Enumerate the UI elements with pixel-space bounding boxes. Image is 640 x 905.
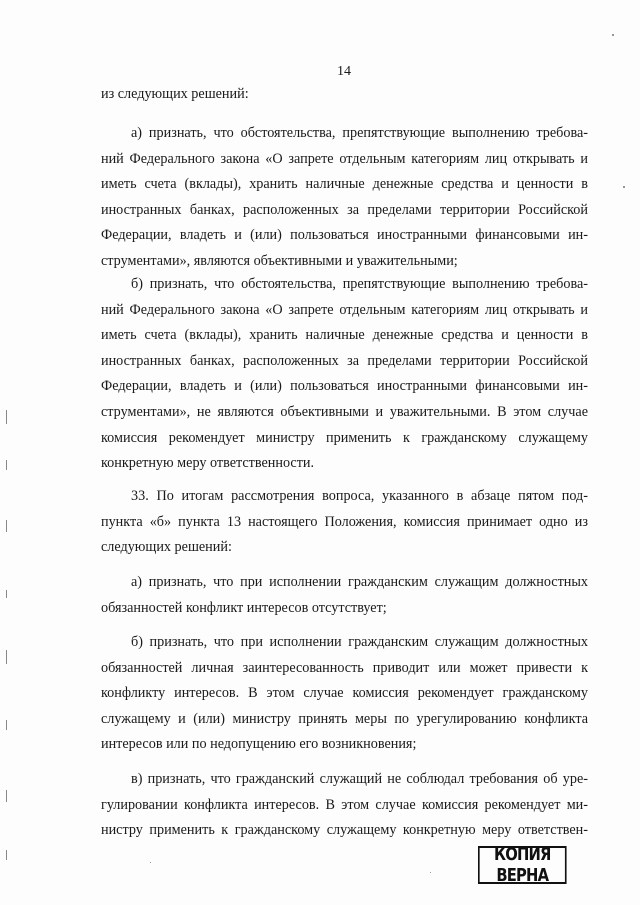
copy-certified-stamp xyxy=(478,846,567,884)
text-line: иностранных банках, расположенных за пределами территории Российской xyxy=(101,201,588,218)
text-line: конкретную меру ответственности. xyxy=(101,455,315,472)
text-line: служащему и (или) министру принять меры по урегулированию конфликта xyxy=(101,710,588,727)
text-line: интересов или по недопущению его возникновения; xyxy=(101,736,417,753)
text-line: б) признать, что при исполнении гражданским служащим должностных xyxy=(131,634,588,650)
text-line: нистру применить к гражданскому служащему конкретную меру ответствен- xyxy=(101,822,588,839)
text-line: струментами», не являются объективными и уважительными. В этом случае xyxy=(101,403,588,420)
text-line: б) признать, что обстоятельства, препятствующие выполнению требова- xyxy=(131,276,588,292)
text-line: пункта «б» пункта 13 настоящего Положения, комиссия принимает одно из xyxy=(101,513,588,530)
text-line: струментами», являются объективными и уважительными; xyxy=(101,252,458,269)
text-line: конфликту интересов. В этом случае комиссия рекомендует гражданскому xyxy=(101,685,588,702)
text-line: обязанностей конфликт интересов отсутствует; xyxy=(101,599,387,616)
text-line: а) признать, что при исполнении гражданским служащим должностных xyxy=(131,574,588,590)
paragraph-a-2 xyxy=(101,570,588,621)
paragraph-v xyxy=(101,767,588,844)
scan-speck xyxy=(623,186,625,188)
text-line: Федерации, владеть и (или) пользоваться иностранными финансовыми ин- xyxy=(101,378,588,395)
text-line: ний Федерального закона «О запрете отдельным категориям лиц открывать и xyxy=(101,150,588,167)
text-line: следующих решений: xyxy=(101,539,232,556)
text-line: 33. По итогам рассмотрения вопроса, указанного в абзаце пятом под- xyxy=(131,488,588,504)
text-line: иметь счета (вклады), хранить наличные денежные средства и ценности в xyxy=(101,327,588,344)
text-line: из следующих решений: xyxy=(101,86,249,102)
scan-margin-marks xyxy=(6,400,10,880)
text-line: гулировании конфликта интересов. В этом случае комиссия рекомендует ми- xyxy=(101,796,588,813)
text-line: Федерации, владеть и (или) пользоваться иностранными финансовыми ин- xyxy=(101,227,588,244)
text-line: ний Федерального закона «О запрете отдельным категориям лиц открывать и xyxy=(101,301,588,318)
text-line: обязанностей личная заинтересованность приводит или может привести к xyxy=(101,659,588,676)
scan-speck xyxy=(430,872,431,873)
paragraph-b-1 xyxy=(101,272,588,477)
text-line: иметь счета (вклады), хранить наличные денежные средства и ценности в xyxy=(101,176,588,193)
text-line: комиссия рекомендует министру применить к гражданскому служащему xyxy=(101,429,588,446)
scan-speck xyxy=(612,34,614,36)
text-line: а) признать, что обстоятельства, препятствующие выполнению требова- xyxy=(131,125,588,141)
paragraph-continuation xyxy=(101,82,588,108)
page-number: 14 xyxy=(337,64,351,79)
paragraph-33 xyxy=(101,484,588,561)
text-line: иностранных банках, расположенных за пределами территории Российской xyxy=(101,352,588,369)
text-line: в) признать, что гражданский служащий не соблюдал требования об уре- xyxy=(131,771,588,787)
scan-speck xyxy=(150,862,151,863)
stamp-label: КОПИЯ ВЕРНА xyxy=(493,844,551,886)
paragraph-b-2 xyxy=(101,630,588,758)
paragraph-a-1 xyxy=(101,121,588,275)
